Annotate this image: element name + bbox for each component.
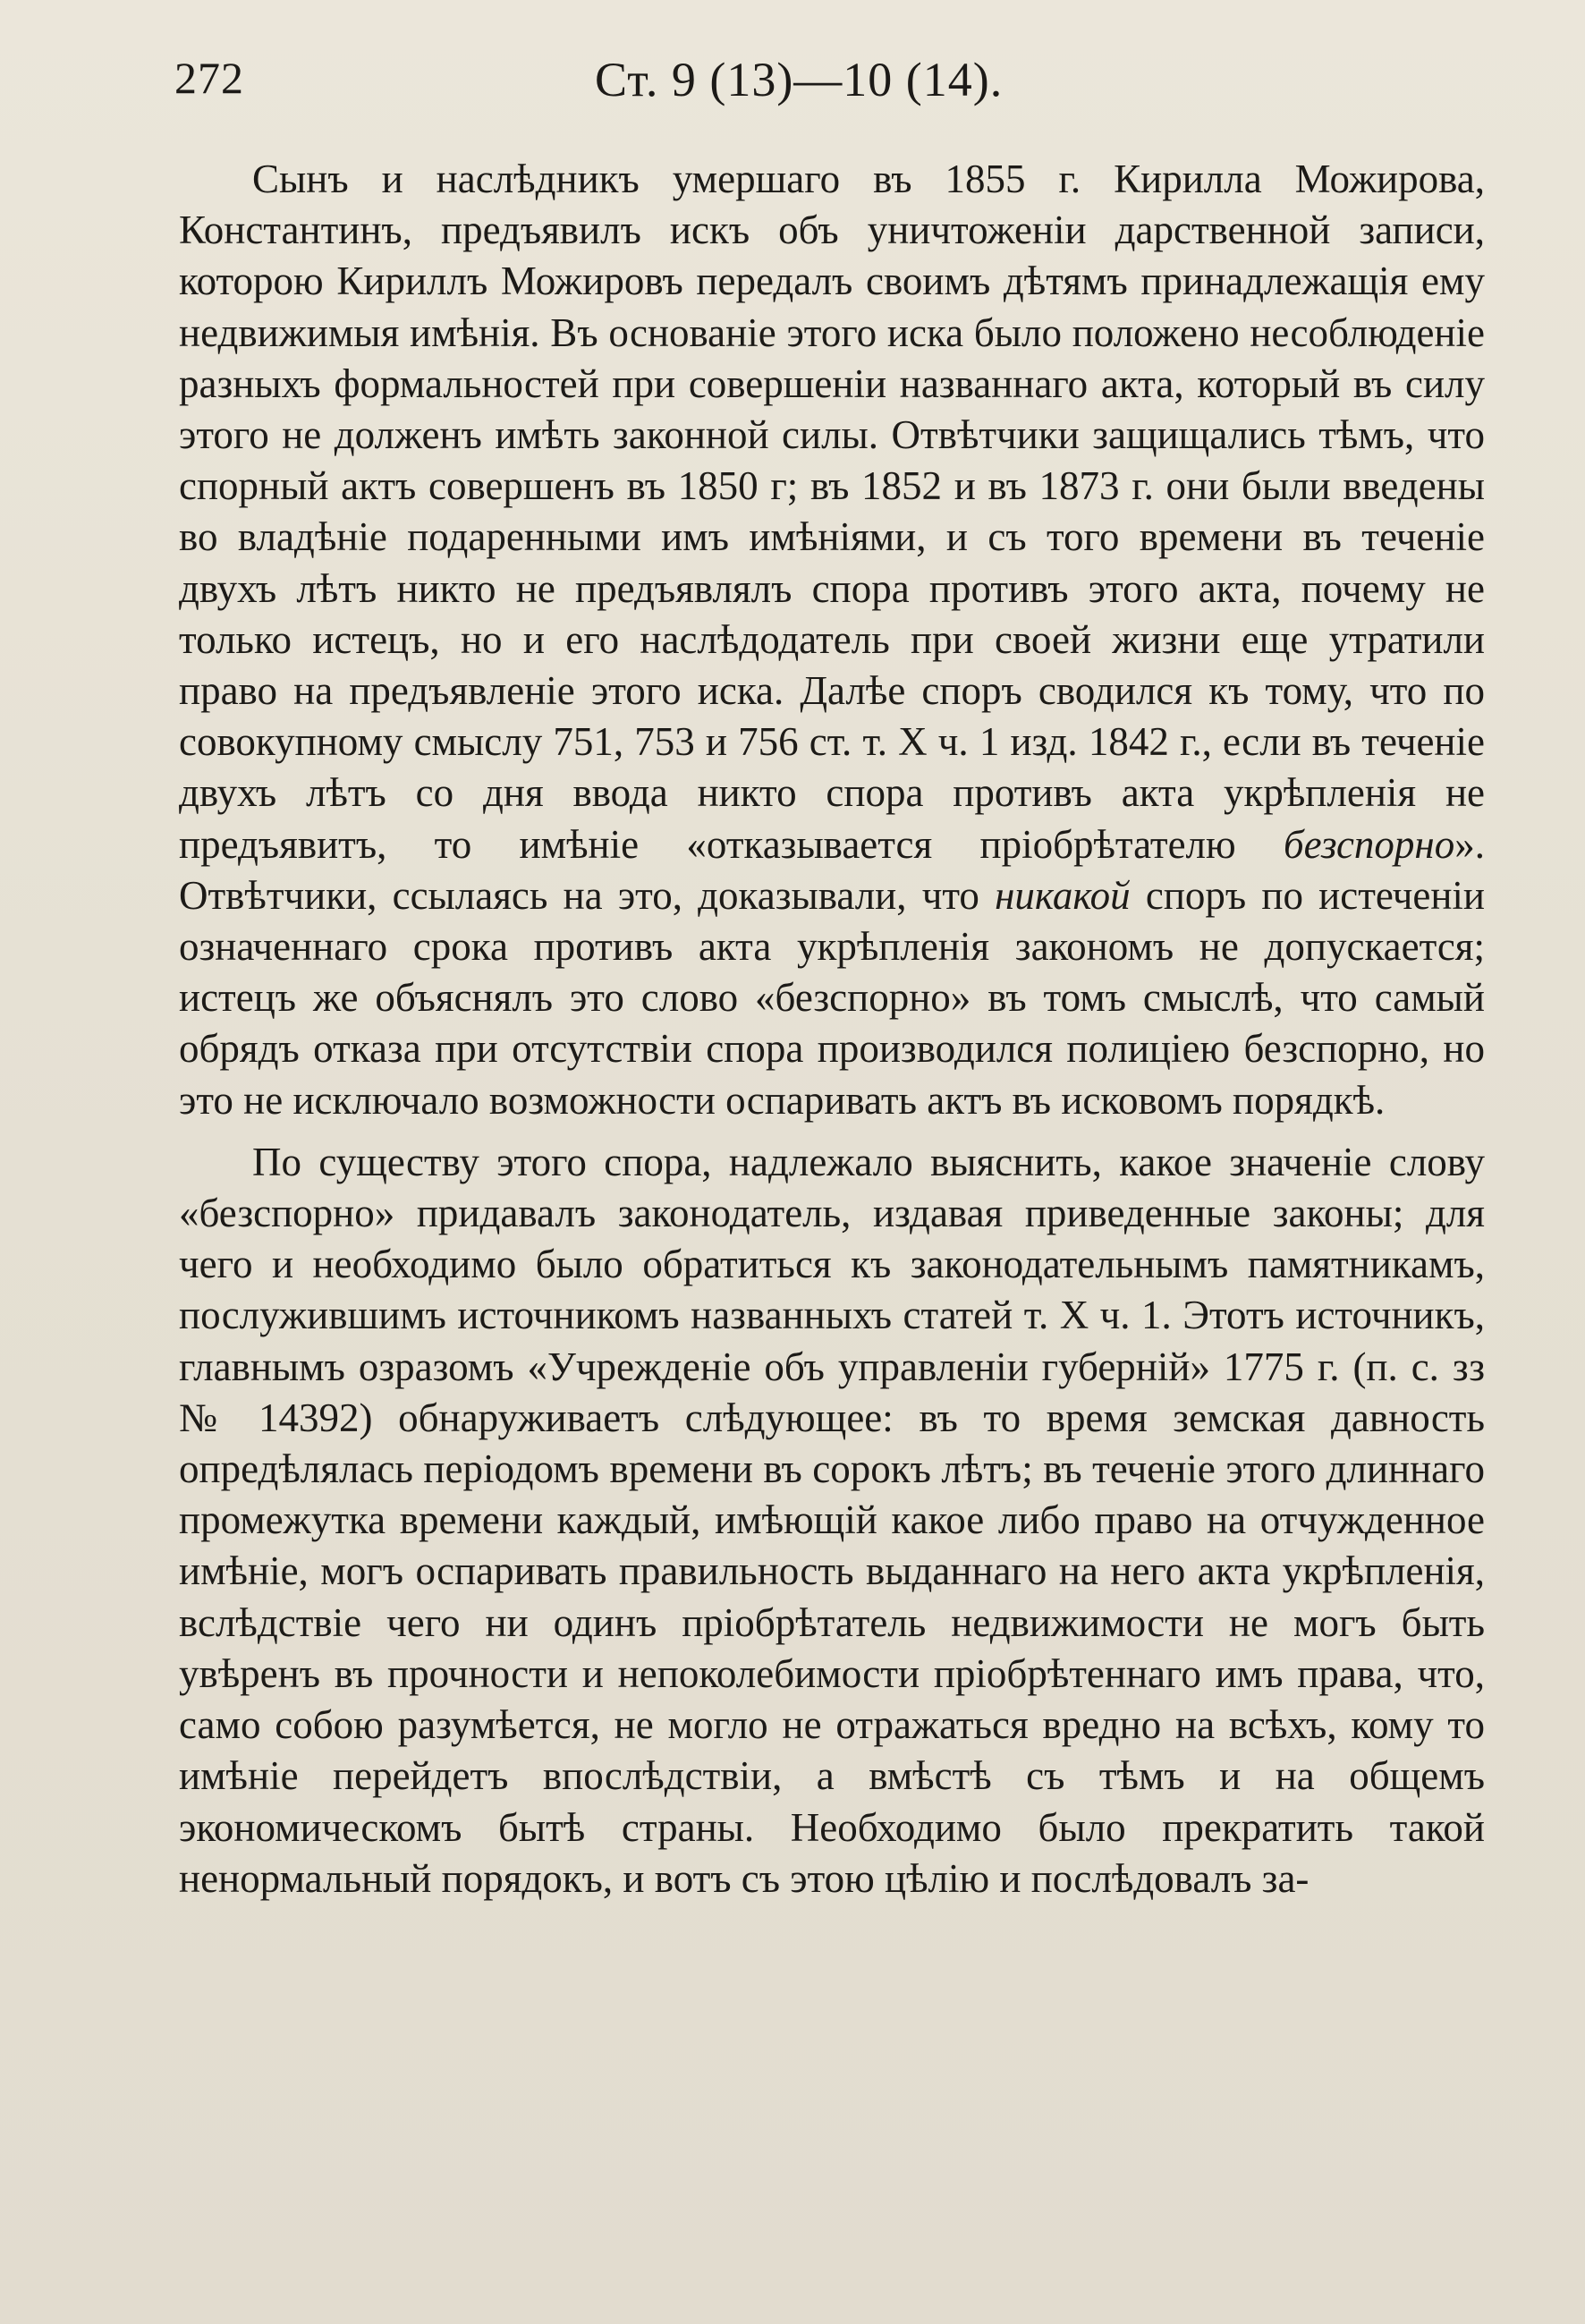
running-head: Ст. 9 (13)—10 (14). bbox=[595, 53, 1004, 106]
page-header bbox=[174, 52, 1454, 115]
text-run: По существу этого спора, надлежало выяснить, какое значеніе слову «безспорно» придавалъ законодатель, издавая приведенные законы; для чего и необходимо было обратиться къ законодательнымъ памятникамъ, послужившимъ источникомъ названныхъ статей т. X ч. 1. Этотъ источникъ, главнымъ озразомъ «Учрежденіе объ управленіи губерній» 1775 г. (п. с. зз № 14392) обнаруживаетъ слѣдующее: въ то время земская давность опредѣлялась періодомъ времени въ сорокъ лѣтъ; въ теченіе этого длиннаго промежутка времени каждый, имѣющій какое либо право на отчужденное имѣніе, могъ оспаривать правильность выданнаго на него акта укрѣпленія, вслѣдствіе чего ни одинъ пріобрѣтатель недвижимости не могъ быть увѣренъ въ прочности и непоколебимости пріобрѣтеннаго имъ права, что, само собою разумѣется, не могло не отражаться вредно на всѣхъ, кому то имѣніе перейдетъ впослѣдствіи, а вмѣстѣ съ тѣмъ и на общемъ экономическомъ бытѣ страны. Необходимо было прекратить такой ненормальный порядокъ, и вотъ съ этою цѣлію и послѣдовалъ за- bbox=[179, 1139, 1485, 1901]
paragraph-1 bbox=[179, 154, 1485, 1126]
body-text bbox=[179, 154, 1485, 1904]
paragraph-2 bbox=[179, 1137, 1485, 1904]
text-run: споръ по истеченіи означеннаго срока противъ акта укрѣпленія закономъ не допускается; истецъ же объяснялъ это слово «безспорно» въ томъ смыслѣ, что самый обрядъ отказа при отсутствіи спора производился полиціею безспорно, но это не исключало возможности оспаривать актъ въ исковомъ порядкѣ. bbox=[179, 872, 1485, 1123]
page-number: 272 bbox=[174, 53, 244, 103]
italic-word-bezsporno: безспорно bbox=[1283, 821, 1455, 867]
text-run: ». Отвѣтчики, ссылаясь на это, доказывали, что bbox=[179, 821, 1485, 918]
text-run: Сынъ и наслѣдникъ умершаго въ 1855 г. Кирилла Можирова, Константинъ, предъявилъ искъ объ уничтоженіи дарственной записи, которою Кириллъ Можировъ передалъ своимъ дѣтямъ принадлежащія ему недвижимыя имѣнія. Въ основаніе этого иска было положено несоблюденіе разныхъ формальностей при совершеніи названнаго акта, который въ силу этого не долженъ имѣть законной силы. Отвѣтчики защищались тѣмъ, что спорный актъ совершенъ въ 1850 г; въ 1852 и въ 1873 г. они были введены во владѣніе подаренными имъ имѣніями, и съ того времени въ теченіе двухъ лѣтъ никто не предъявлялъ спора противъ этого акта, почему не только истецъ, но и его наслѣдодатель при своей жизни еще утратили право на предъявленіе этого иска. Далѣе споръ сводился къ тому, что по совокупному смыслу 751, 753 и 756 ст. т. X ч. 1 изд. 1842 г., если въ теченіе двухъ лѣтъ со дня ввода никто спора противъ акта укрѣпленія не предъявитъ, то имѣніе «отказывается пріобрѣтателю bbox=[179, 157, 1485, 867]
italic-word-nikakoi: никакой bbox=[995, 872, 1131, 918]
